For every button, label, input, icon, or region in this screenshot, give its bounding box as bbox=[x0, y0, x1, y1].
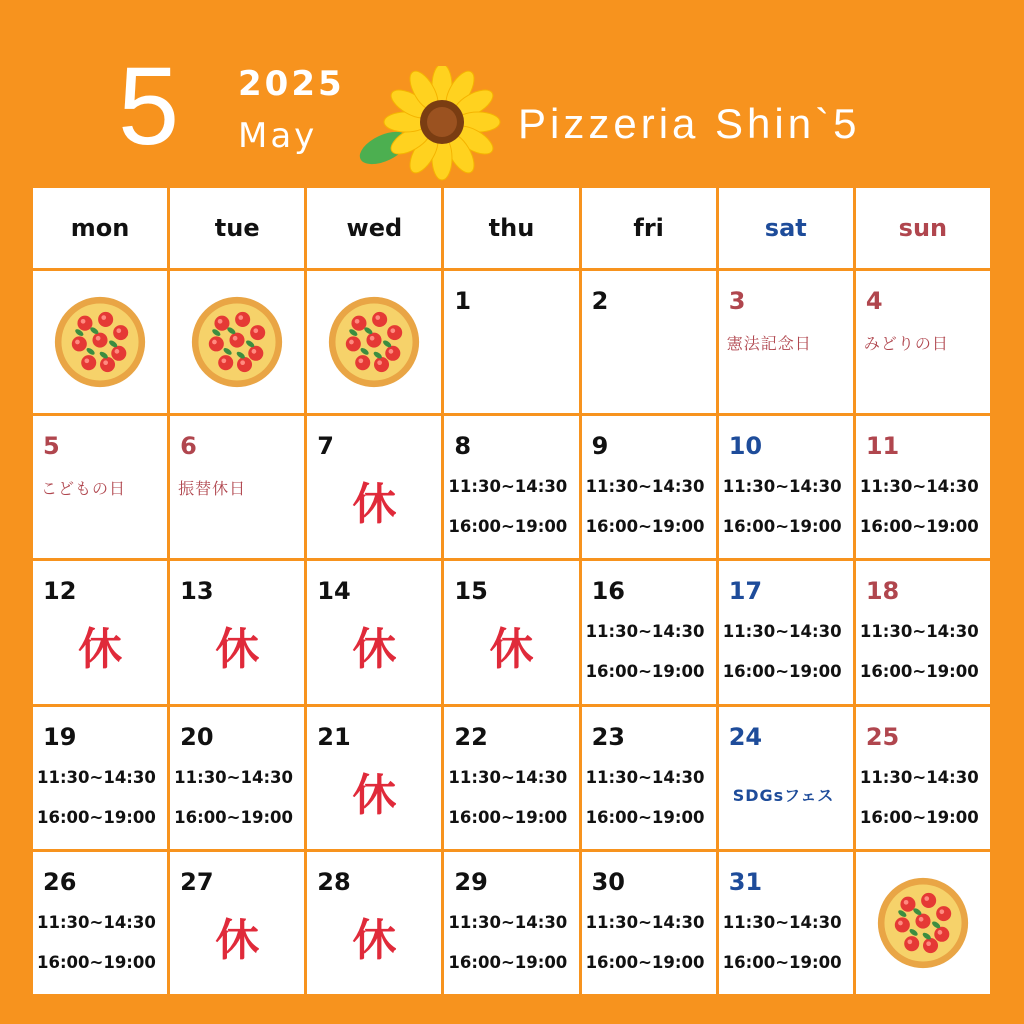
dinner-hours: 16:00~19:00 bbox=[585, 952, 705, 972]
weekday-header-tue: tue bbox=[170, 188, 304, 268]
sunflower-icon bbox=[356, 66, 504, 184]
day-cell bbox=[170, 416, 304, 558]
lunch-hours: 11:30~14:30 bbox=[448, 767, 568, 787]
closed-mark: 休 bbox=[352, 624, 397, 676]
dinner-hours: 16:00~19:00 bbox=[448, 807, 568, 827]
day-number: 31 bbox=[728, 867, 763, 896]
opening-hours bbox=[586, 763, 716, 843]
day-number: 8 bbox=[454, 432, 472, 461]
weekday-header-thu: thu bbox=[444, 188, 578, 268]
month-name: May bbox=[238, 116, 318, 156]
day-cell bbox=[582, 561, 716, 703]
dinner-hours: 16:00~19:00 bbox=[722, 662, 842, 682]
day-number: 19 bbox=[43, 722, 77, 751]
day-number: 14 bbox=[317, 577, 351, 606]
day-cell bbox=[444, 416, 578, 558]
lunch-hours: 11:30~14:30 bbox=[859, 477, 979, 497]
opening-hours bbox=[586, 472, 716, 552]
lunch-hours: 11:30~14:30 bbox=[585, 622, 705, 642]
day-number: 30 bbox=[591, 867, 625, 896]
lunch-hours: 11:30~14:30 bbox=[448, 477, 568, 497]
day-cell bbox=[582, 416, 716, 558]
lunch-hours: 11:30~14:30 bbox=[37, 767, 156, 787]
day-cell bbox=[856, 271, 990, 413]
pizza-cell bbox=[307, 271, 441, 413]
day-cell bbox=[856, 561, 990, 703]
closed-mark: 休 bbox=[352, 479, 397, 531]
dinner-hours: 16:00~19:00 bbox=[859, 517, 979, 537]
closed-mark: 休 bbox=[78, 624, 123, 676]
opening-hours bbox=[448, 472, 578, 552]
day-number: 18 bbox=[865, 577, 900, 606]
day-cell bbox=[170, 561, 304, 703]
opening-hours bbox=[37, 908, 167, 988]
weekday-header-mon: mon bbox=[33, 188, 167, 268]
closed-mark: 休 bbox=[489, 624, 534, 676]
day-number: 15 bbox=[454, 577, 488, 606]
dinner-hours: 16:00~19:00 bbox=[37, 952, 156, 972]
opening-hours bbox=[174, 763, 304, 843]
lunch-hours: 11:30~14:30 bbox=[722, 622, 842, 642]
day-number: 20 bbox=[180, 722, 214, 751]
pizza-icon bbox=[876, 876, 970, 970]
day-cell bbox=[582, 852, 716, 994]
day-cell bbox=[719, 561, 853, 703]
closed-mark: 休 bbox=[215, 914, 260, 966]
day-number: 26 bbox=[43, 867, 77, 896]
day-cell bbox=[719, 707, 853, 849]
day-number: 3 bbox=[728, 287, 746, 315]
day-number: 11 bbox=[865, 432, 900, 461]
dinner-hours: 16:00~19:00 bbox=[722, 952, 842, 972]
opening-hours bbox=[586, 908, 716, 988]
pizza-cell bbox=[170, 271, 304, 413]
day-number: 22 bbox=[454, 722, 488, 751]
lunch-hours: 11:30~14:30 bbox=[585, 767, 705, 787]
day-number: 7 bbox=[317, 432, 334, 461]
day-number: 10 bbox=[728, 432, 763, 461]
day-cell bbox=[444, 852, 578, 994]
lunch-hours: 11:30~14:30 bbox=[859, 767, 979, 787]
lunch-hours: 11:30~14:30 bbox=[585, 477, 705, 497]
opening-hours bbox=[37, 763, 167, 843]
opening-hours bbox=[860, 472, 990, 552]
day-number: 27 bbox=[180, 867, 214, 896]
closed-mark: 休 bbox=[352, 769, 397, 821]
day-cell bbox=[33, 416, 167, 558]
opening-hours bbox=[860, 617, 990, 697]
dinner-hours: 16:00~19:00 bbox=[448, 952, 568, 972]
opening-hours bbox=[723, 617, 853, 697]
opening-hours bbox=[723, 472, 853, 552]
shop-name: Pizzeria Shin`5 bbox=[518, 100, 861, 147]
day-number: 13 bbox=[180, 577, 214, 606]
day-number: 12 bbox=[43, 577, 77, 606]
day-number: 17 bbox=[728, 577, 763, 606]
opening-hours bbox=[723, 908, 853, 988]
calendar-grid bbox=[33, 188, 990, 994]
dinner-hours: 16:00~19:00 bbox=[174, 807, 294, 827]
dinner-hours: 16:00~19:00 bbox=[585, 662, 705, 682]
day-number: 21 bbox=[317, 722, 351, 751]
pizza-icon bbox=[53, 295, 147, 389]
pizza-icon bbox=[327, 295, 421, 389]
month-number: 5 bbox=[118, 45, 180, 168]
lunch-hours: 11:30~14:30 bbox=[722, 477, 842, 497]
day-cell bbox=[307, 707, 441, 849]
day-note: 振替休日 bbox=[178, 479, 247, 499]
day-cell bbox=[719, 416, 853, 558]
dinner-hours: 16:00~19:00 bbox=[37, 807, 156, 827]
day-cell bbox=[444, 561, 578, 703]
day-note: みどりの日 bbox=[863, 334, 949, 353]
day-cell bbox=[170, 707, 304, 849]
opening-hours bbox=[448, 908, 578, 988]
closed-mark: 休 bbox=[352, 914, 397, 966]
day-cell bbox=[719, 852, 853, 994]
opening-hours bbox=[860, 763, 990, 843]
day-number: 29 bbox=[454, 867, 488, 896]
dinner-hours: 16:00~19:00 bbox=[722, 517, 842, 537]
dinner-hours: 16:00~19:00 bbox=[585, 807, 705, 827]
year-label: 2025 bbox=[238, 64, 345, 104]
day-cell bbox=[33, 561, 167, 703]
lunch-hours: 11:30~14:30 bbox=[37, 912, 156, 932]
day-cell bbox=[582, 707, 716, 849]
day-number: 23 bbox=[591, 722, 625, 751]
dinner-hours: 16:00~19:00 bbox=[585, 517, 705, 537]
day-cell bbox=[307, 852, 441, 994]
opening-hours bbox=[448, 763, 578, 843]
day-cell bbox=[33, 852, 167, 994]
dinner-hours: 16:00~19:00 bbox=[448, 517, 568, 537]
day-cell bbox=[856, 707, 990, 849]
day-note: こどもの日 bbox=[41, 479, 127, 499]
dinner-hours: 16:00~19:00 bbox=[859, 662, 979, 682]
lunch-hours: 11:30~14:30 bbox=[448, 912, 568, 932]
day-cell bbox=[307, 416, 441, 558]
lunch-hours: 11:30~14:30 bbox=[722, 912, 842, 932]
pizza-icon bbox=[190, 295, 284, 389]
pizza-cell bbox=[856, 852, 990, 994]
day-note: SDGsフェス bbox=[732, 785, 835, 805]
day-number: 16 bbox=[591, 577, 625, 606]
day-cell bbox=[444, 271, 578, 413]
closed-mark: 休 bbox=[215, 624, 260, 676]
day-cell bbox=[170, 852, 304, 994]
day-number: 2 bbox=[591, 287, 609, 315]
day-cell bbox=[719, 271, 853, 413]
day-number: 1 bbox=[454, 287, 472, 315]
lunch-hours: 11:30~14:30 bbox=[859, 622, 979, 642]
weekday-header-sun: sun bbox=[856, 188, 990, 268]
day-number: 6 bbox=[180, 432, 197, 461]
weekday-header-fri: fri bbox=[582, 188, 716, 268]
day-number: 25 bbox=[865, 722, 900, 751]
pizza-cell bbox=[33, 271, 167, 413]
day-number: 4 bbox=[865, 287, 883, 315]
weekday-header-wed: wed bbox=[307, 188, 441, 268]
day-number: 24 bbox=[728, 722, 763, 751]
day-cell bbox=[444, 707, 578, 849]
day-note: 憲法記念日 bbox=[726, 334, 812, 353]
day-cell bbox=[33, 707, 167, 849]
day-cell bbox=[582, 271, 716, 413]
day-cell bbox=[856, 416, 990, 558]
day-number: 28 bbox=[317, 867, 351, 896]
day-number: 5 bbox=[43, 432, 60, 461]
day-number: 9 bbox=[591, 432, 609, 461]
calendar-header bbox=[0, 0, 1024, 188]
lunch-hours: 11:30~14:30 bbox=[174, 767, 294, 787]
weekday-header-sat: sat bbox=[719, 188, 853, 268]
opening-hours bbox=[586, 617, 716, 697]
lunch-hours: 11:30~14:30 bbox=[585, 912, 705, 932]
day-cell bbox=[307, 561, 441, 703]
dinner-hours: 16:00~19:00 bbox=[859, 807, 979, 827]
